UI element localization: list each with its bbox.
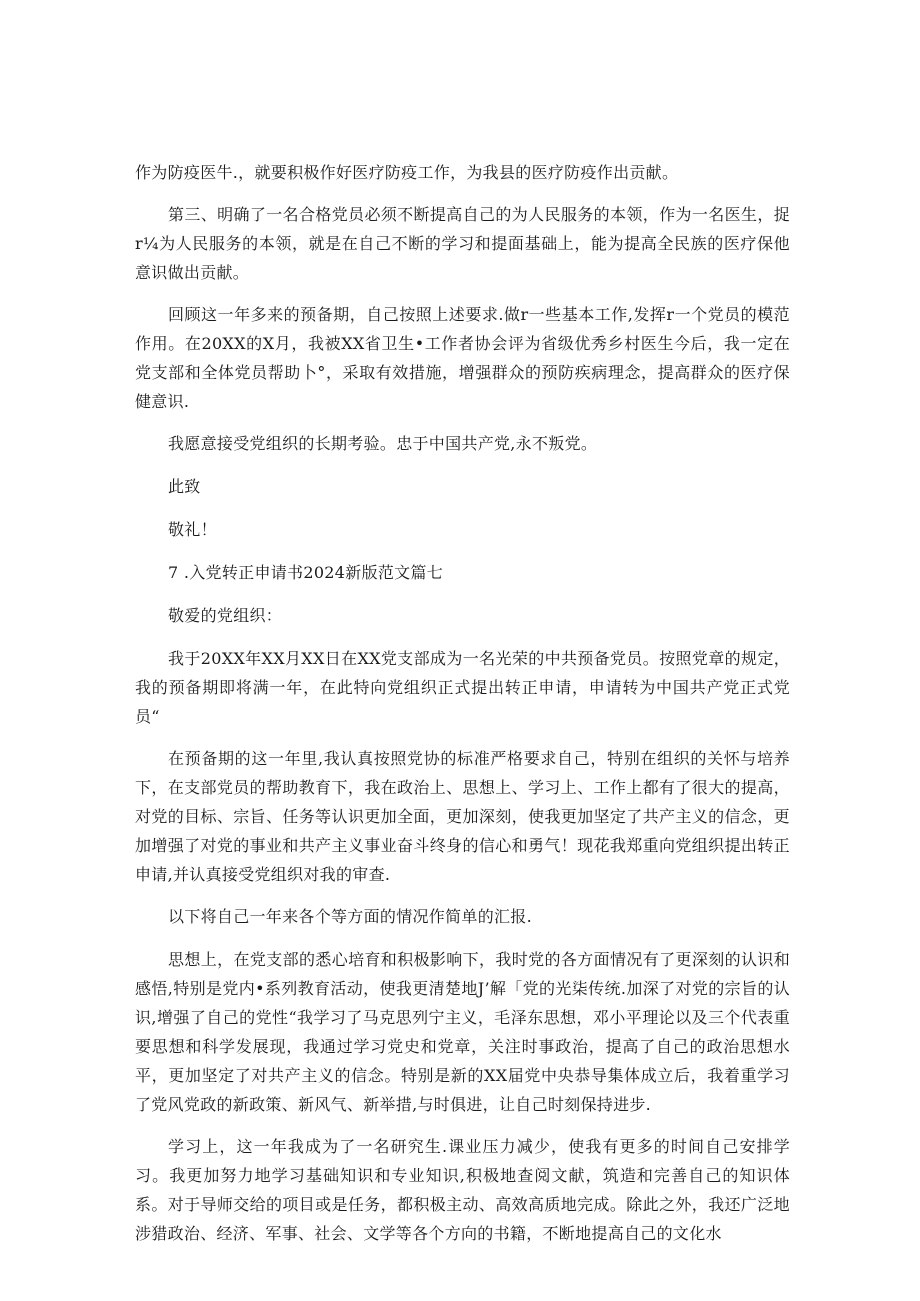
document-body xyxy=(135,158,790,1261)
paragraph: 在预备期的这一年里,我认真按照党协的标准严格要求自己，特别在组织的关怀与培养下，在支部党员的帮助教育下，我在政治上、思想上、学习上、工作上都有了很大的提高，对党的目标、宗旨、任务等认识更加全面，更加深刻，使我更加坚定了共产主义的信念，更加增强了对党的事业和共产主义事业奋斗终身的信心和勇气！现花我郑重向党组织提出转正申请,并认真接受党组织对我的审查. xyxy=(135,749,790,884)
section-heading: 7 .入党转正申请书2024新版范文篇七 xyxy=(168,563,444,582)
paragraph: 思想上，在党支部的悉心培育和积极影响下，我时党的各方面情况有了更深刻的认识和感悟,特别是党内•系列教育活动，使我更清楚地J’解「党的光柒传统.加深了对党的宗旨的认识,增强了自己的党性“我学习了马克思列宁主义，毛泽东思想，邓小平理论以及三个代表重要思想和科学发展现，我通过学习党史和党章，关注时事政治，提高了自己的政治思想水平，更加坚定了对共产主义的信念。特别是新的XX届党中央恭导集体成立后，我着重学习了党风党政的新政策、新风气、新举措,与时俱进，让自己时刻保持进步. xyxy=(135,950,790,1114)
paragraph: 作为防疫医牛.，就要积极作好医疗防疫工作，为我县的医疗防疫作出贡献。 xyxy=(135,163,679,182)
paragraph: 第三、明确了一名合格党员必须不断提高自己的为人民服务的本领，作为一名医生，捉r¼为人民服务的本领，就是在自己不断的学习和提面基础上，能为提高全民族的医疗保他意识做出贡献。 xyxy=(135,205,790,282)
paragraph: 以下将自己一年来各个等方面的情况作简单的汇报. xyxy=(168,907,532,926)
paragraph: 我于20XX年XX月XX日在XX党支部成为一名光荣的中共预备党员。按照党章的规定，我的预备期即将满一年，在此特向党组织正式提出转正申请，申请转为中国共产党正式党员“ xyxy=(135,649,790,726)
paragraph: 我愿意接受党组织的长期考验。忠于中国共产党,永不叛党。 xyxy=(168,434,598,453)
closing-regards: 敬礼！ xyxy=(168,520,217,539)
paragraph: 回顾这一年多来的预备期，自己按照上述要求.做r一些基本工作,发挥r一个党员的模范作用。在20XX的X月，我被XX省卫生•工作者协会评为省级优秀乡村医生今后，我一定在党支部和全体党员帮助卜°，采取有效措施，增强群众的预防疾病理念，提高群众的医疗保健意识. xyxy=(135,305,790,411)
greeting: 敬爱的党组织： xyxy=(168,606,283,625)
closing-salutation: 此致 xyxy=(168,477,201,496)
paragraph: 学习上，这一年我成为了一名研究生.课业压力减少，使我有更多的时间自己安排学习。我更加努力地学习基础知识和专业知识,积极地查阅文献，筑造和完善自己的知识体系。对于导师交给的项目或是任务，都积极主动、高效高质地完成。除此之外，我还广泛地涉猎政治、经济、军事、社会、文学等各个方向的书籍，不断地提高自己的文化水 xyxy=(135,1137,790,1243)
